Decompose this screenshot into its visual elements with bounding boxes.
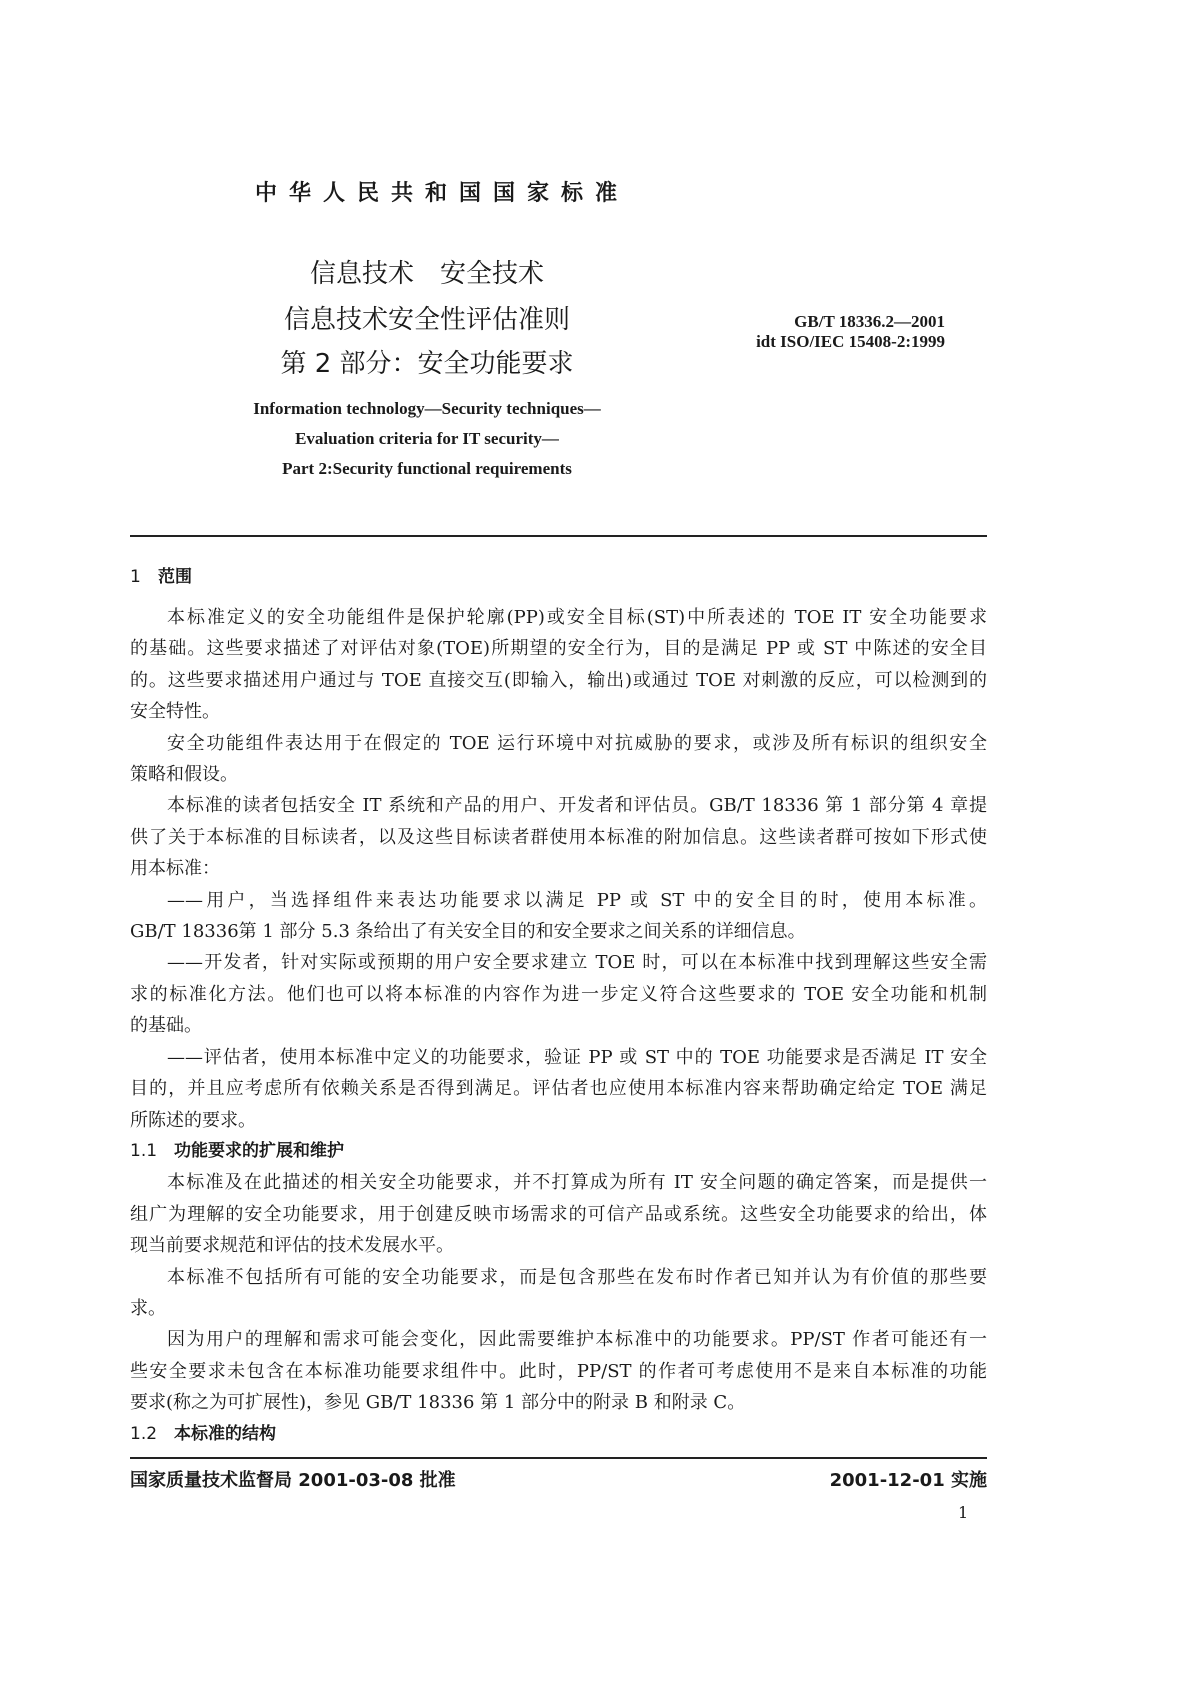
paragraph-line: 求。: [130, 1297, 166, 1319]
paragraph-line: 本标准的读者包括安全 IT 系统和产品的用户、开发者和评估员。GB/T 18336 第 1 部分第 4 章提: [167, 795, 987, 817]
paragraph-line: 目的，并且应考虑所有依赖关系是否得到满足。评估者也应使用本标准内容来帮助确定给定 TOE 满足: [130, 1078, 987, 1100]
section-number: 1.2: [130, 1423, 158, 1444]
paragraph-line: 现当前要求规范和评估的技术发展水平。: [130, 1235, 454, 1257]
paragraph-line: 策略和假设。: [130, 764, 238, 786]
paragraph-line: ——用户，当选择组件来表达功能要求以满足 PP 或 ST 中的安全目的时，使用本标准。: [167, 889, 987, 911]
title-cn-line-3: 第 2 部分：安全功能要求: [280, 349, 574, 379]
paragraph-line: 因为用户的理解和需求可能会变化，因此需要维护本标准中的功能要求。PP/ST 作者可能还有一: [167, 1329, 987, 1351]
title-en-line-3: Part 2:Security functional requirements: [282, 459, 572, 478]
standard-number: GB/T 18336.2—2001: [794, 312, 945, 331]
paragraph-line: 求的标准化方法。他们也可以将本标准的内容作为进一步定义符合这些要求的 TOE 安全功能和机制: [130, 983, 987, 1005]
top-divider: [130, 535, 987, 537]
national-standard-label: 中华人民共和国国家标准: [255, 181, 630, 206]
paragraph-line: ——评估者，使用本标准中定义的功能要求，验证 PP 或 ST 中的 TOE 功能要求是否满足 IT 安全: [167, 1046, 987, 1068]
paragraph-line: 供了关于本标准的目标读者，以及这些目标读者群使用本标准的附加信息。这些读者群可按如下形式使: [130, 826, 987, 848]
title-en-line-2: Evaluation criteria for IT security—: [295, 429, 559, 448]
paragraph-line: 组广为理解的安全功能要求，用于创建反映市场需求的可信产品或系统。这些安全功能要求的给出，体: [130, 1203, 987, 1225]
paragraph-line: 安全特性。: [130, 701, 220, 723]
section-heading: [130, 1136, 987, 1167]
section-title: 范围: [158, 567, 192, 587]
title-cn-line-1: 信息技术 安全技术: [309, 259, 544, 289]
bottom-divider: [130, 1457, 987, 1459]
paragraph-line: 要求(称之为可扩展性)，参见 GB/T 18336 第 1 部分中的附录 B 和附录 C。: [130, 1392, 746, 1414]
section-heading: [130, 562, 987, 598]
paragraph-line: 用本标准：: [130, 858, 220, 880]
paragraph-line: 所陈述的要求。: [130, 1109, 256, 1131]
implementation-date: 2001-12-01 实施: [829, 1470, 987, 1491]
paragraph-line: 的。这些要求描述用户通过与 TOE 直接交互(即输入，输出)或通过 TOE 对刺激的反应，可以检测到的: [130, 669, 987, 691]
document-body: [130, 562, 987, 1450]
paragraph-line: 本标准及在此描述的相关安全功能要求，并不打算成为所有 IT 安全问题的确定答案，而是提供一: [167, 1172, 987, 1194]
section-number: 1.1: [130, 1140, 158, 1161]
paragraph-line: 安全功能组件表达用于在假定的 TOE 运行环境中对抗威胁的要求，或涉及所有标识的组织安全: [167, 732, 987, 754]
paragraph-line: 本标准不包括所有可能的安全功能要求，而是包含那些在发布时作者已知并认为有价值的那些要: [167, 1266, 987, 1288]
paragraph-line: 的基础。: [130, 1015, 202, 1037]
section-heading: [130, 1419, 987, 1450]
paragraph-line: 本标准定义的安全功能组件是保护轮廓(PP)或安全目标(ST)中所表述的 TOE IT 安全功能要求: [167, 607, 987, 628]
paragraph-line: ——开发者，针对实际或预期的用户安全要求建立 TOE 时，可以在本标准中找到理解这些安全需: [167, 952, 987, 974]
section-title: 本标准的结构: [174, 1423, 276, 1444]
approval-date: 国家质量技术监督局 2001-03-08 批准: [130, 1470, 456, 1491]
title-en-line-1: Information technology—Security techniques—: [253, 399, 601, 418]
section-title: 功能要求的扩展和维护: [174, 1140, 344, 1161]
section-number: 1: [130, 567, 141, 587]
paragraph-line: GB/T 18336第 1 部分 5.3 条给出了有关安全目的和安全要求之间关系的详细信息。: [130, 921, 806, 943]
paragraph-line: 些安全要求未包含在本标准功能要求组件中。此时，PP/ST 的作者可考虑使用不是来自本标准的功能: [130, 1360, 987, 1382]
title-cn-line-2: 信息技术安全性评估准则: [283, 305, 570, 335]
paragraph-line: 的基础。这些要求描述了对评估对象(TOE)所期望的安全行为，目的是满足 PP 或 ST 中陈述的安全目: [130, 638, 987, 660]
identical-standard: idt ISO/IEC 15408-2:1999: [756, 332, 945, 351]
page-number: 1: [958, 1503, 969, 1522]
